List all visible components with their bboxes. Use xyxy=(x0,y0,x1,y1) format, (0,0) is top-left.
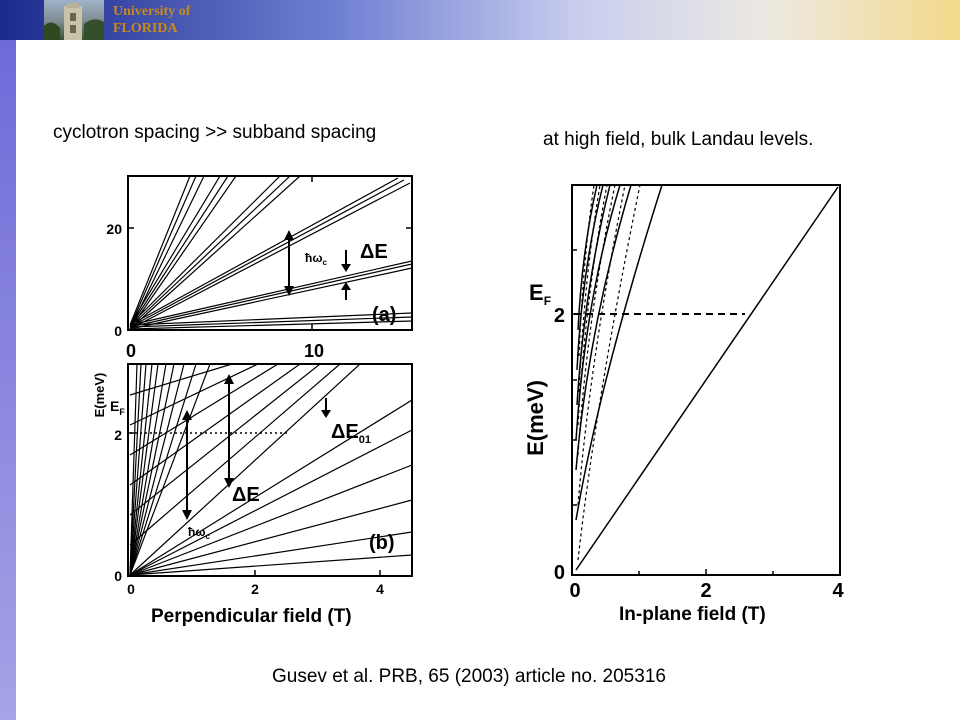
panel-a xyxy=(106,176,412,361)
panel-b-hwc-arrow xyxy=(182,410,192,520)
right-panel-level-curves xyxy=(576,185,838,570)
panel-a-ytick-0: 0 xyxy=(114,323,122,339)
panel-b-delta-e01-arrow xyxy=(321,398,331,418)
panel-b-xtick-0: 0 xyxy=(127,581,135,597)
panel-a-hwc-label: $ħ\omega_c$ xyxy=(305,251,327,267)
panel-b-delta-label: ΔE xyxy=(232,484,260,506)
panel-b-delta-arrow xyxy=(224,374,234,488)
right-panel-ytick-2: 2 xyxy=(553,305,565,327)
right-panel-x-axis-label: In-plane field (T) xyxy=(619,604,766,625)
right-panel-xtick-0: 0 xyxy=(569,580,581,602)
panel-b-ytick-2: 2 xyxy=(114,427,122,443)
panel-b xyxy=(92,364,412,627)
panel-a-xtick-10: 10 xyxy=(303,341,325,361)
logo-line-1: University of xyxy=(113,4,191,19)
logo-line-2: FLORIDA xyxy=(113,21,178,36)
panel-a-xtick-0: 0 xyxy=(125,341,137,361)
panel-b-x-axis-label: Perpendicular field (T) xyxy=(151,606,352,627)
citation: Gusev et al. PRB, 65 (2003) article no. 205316 xyxy=(272,666,666,687)
panel-b-ytick-0: 0 xyxy=(114,568,122,584)
panel-b-xtick-2: 2 xyxy=(251,581,259,597)
right-panel-xtick-4: 4 xyxy=(832,580,844,602)
right-panel-ytick-0: 0 xyxy=(553,562,565,584)
right-panel-y-axis-label: E(meV) xyxy=(523,380,548,456)
panel-a-ytick-20: 20 xyxy=(106,221,122,237)
panel-a-hwc-arrow xyxy=(284,230,294,296)
panel-b-delta-e01-label: $\Delta E_{01}$ xyxy=(331,421,371,446)
right-panel xyxy=(523,185,844,625)
panel-b-hwc-label: $ħ\omega_c$ xyxy=(188,525,210,541)
panel-b-ef-label: $E_F$ xyxy=(110,398,125,417)
panel-a-label: (a) xyxy=(372,304,397,326)
right-panel-ef-label: $E_F$ xyxy=(529,280,552,308)
right-panel-xtick-2: 2 xyxy=(700,580,712,602)
panel-a-delta-label: ΔE xyxy=(360,241,388,263)
panel-b-y-axis-label: E(meV) xyxy=(92,372,107,418)
caption-left: cyclotron spacing >> subband spacing xyxy=(53,122,377,143)
panel-b-xtick-4: 4 xyxy=(376,581,384,597)
panel-b-label: (b) xyxy=(369,532,395,554)
caption-right: at high field, bulk Landau levels. xyxy=(543,129,814,150)
